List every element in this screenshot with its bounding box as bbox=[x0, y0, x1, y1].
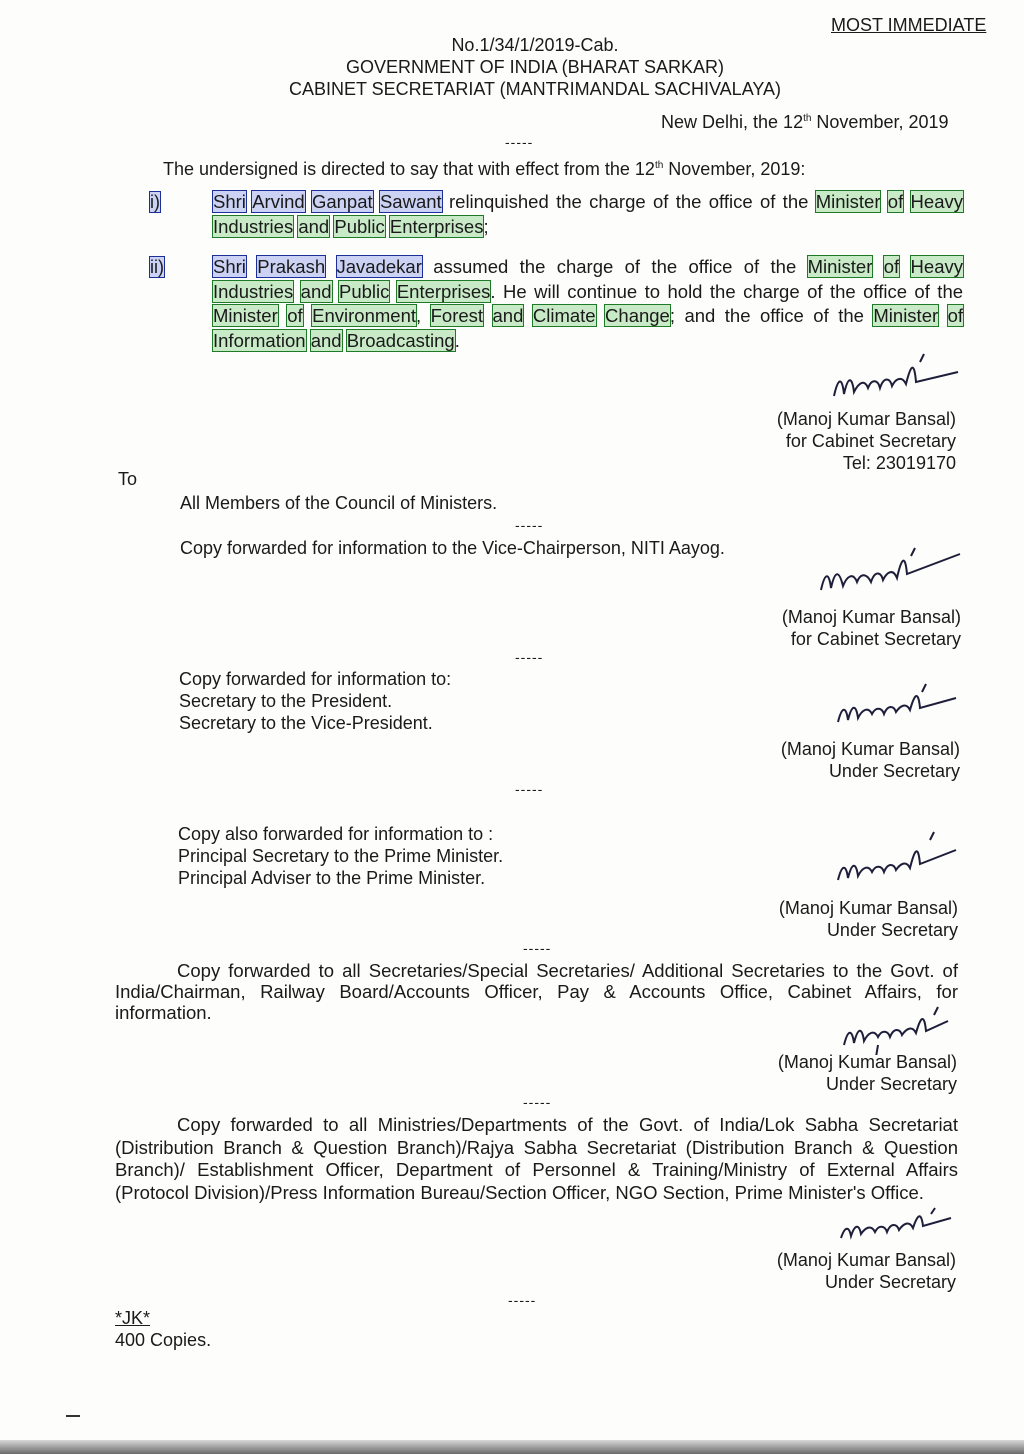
intro-suffix: November, 2019: bbox=[663, 159, 806, 179]
signature-block-5 bbox=[778, 1051, 957, 1095]
signature bbox=[835, 1204, 955, 1248]
portfolio-word: Public bbox=[334, 215, 385, 237]
name-word: Ganpat bbox=[311, 191, 373, 212]
portfolio-word: Industries bbox=[213, 215, 294, 237]
signatory-name: (Manoj Kumar Bansal) bbox=[777, 1052, 957, 1072]
scan-edge bbox=[0, 1440, 1024, 1454]
signatory-role: for Cabinet Secretary bbox=[785, 431, 956, 451]
scan-mark bbox=[66, 1415, 80, 1417]
signatory-role: for Cabinet Secretary bbox=[790, 629, 961, 649]
signatory-name: (Manoj Kumar Bansal) bbox=[780, 739, 960, 759]
date-sup: th bbox=[803, 113, 812, 124]
copy-intro: Copy forwarded for information to: bbox=[179, 669, 452, 689]
initials: *JK* bbox=[115, 1308, 151, 1328]
signatory-role: Under Secretary bbox=[825, 1074, 957, 1094]
name-word: Arvind bbox=[252, 191, 305, 212]
signatory-name: (Manoj Kumar Bansal) bbox=[776, 1250, 956, 1270]
intro-sup: th bbox=[654, 160, 664, 171]
item-text: relinquished the charge of the office of the bbox=[441, 191, 816, 212]
portfolio-word: Change bbox=[605, 305, 670, 326]
portfolio-word: Minister bbox=[213, 305, 278, 326]
intro-text bbox=[163, 159, 805, 180]
separator: ----- bbox=[515, 649, 544, 665]
separator: ----- bbox=[515, 781, 544, 797]
copies-count: 400 Copies. bbox=[115, 1330, 212, 1350]
portfolio-word: Forest bbox=[430, 305, 484, 326]
portfolio-word: Heavy bbox=[910, 191, 963, 212]
signatory-name: (Manoj Kumar Bansal) bbox=[781, 607, 961, 627]
signature-block-6 bbox=[777, 1249, 956, 1293]
portfolio-word: Enterprises bbox=[389, 215, 484, 237]
to-label: To bbox=[118, 469, 138, 489]
portfolio-word: of bbox=[947, 305, 964, 326]
separator: ----- bbox=[515, 517, 544, 533]
separator: ----- bbox=[508, 1292, 537, 1308]
portfolio-word: Environment bbox=[312, 305, 416, 326]
name-word: Sawant bbox=[379, 191, 442, 212]
item-marker: i) bbox=[150, 192, 160, 212]
date-prefix: New Delhi, the 12 bbox=[661, 112, 804, 132]
copy-pm bbox=[178, 823, 503, 889]
portfolio-word: Heavy bbox=[910, 256, 963, 277]
priority-label: MOST IMMEDIATE bbox=[831, 15, 987, 35]
signatory-role: Under Secretary bbox=[824, 1272, 956, 1292]
org-line-1: GOVERNMENT OF INDIA (BHARAT SARKAR) bbox=[345, 57, 725, 77]
separator: ----- bbox=[505, 134, 534, 150]
portfolio-word: Enterprises bbox=[396, 280, 491, 302]
item-marker: ii) bbox=[150, 257, 164, 277]
portfolio-word: of bbox=[883, 256, 900, 277]
name-word: Javadekar bbox=[336, 256, 422, 277]
signature bbox=[832, 680, 962, 730]
to-recipients: All Members of the Council of Ministers. bbox=[180, 493, 498, 513]
issue-date bbox=[661, 112, 949, 133]
signature-block-2 bbox=[782, 606, 961, 650]
portfolio-word: and bbox=[492, 305, 524, 326]
portfolio-word: Information bbox=[213, 329, 306, 351]
portfolio-word: Minister bbox=[807, 256, 873, 277]
signature bbox=[832, 828, 962, 888]
item-2-text bbox=[213, 255, 963, 353]
name-word: Prakash bbox=[257, 256, 326, 277]
separator: ----- bbox=[523, 940, 552, 956]
signature-block-3 bbox=[781, 738, 960, 782]
signatory-tel: Tel: 23019170 bbox=[842, 453, 956, 473]
portfolio-word: and bbox=[298, 215, 330, 237]
portfolio-word: and bbox=[310, 329, 342, 351]
copy-line: Secretary to the Vice-President. bbox=[179, 713, 433, 733]
copy-niti: Copy forwarded for information to the Vice-Chairperson, NITI Aayog. bbox=[180, 538, 725, 558]
signature bbox=[815, 538, 965, 600]
signature-block-4 bbox=[779, 897, 958, 941]
copy-president bbox=[179, 668, 451, 734]
portfolio-word: Broadcasting bbox=[346, 329, 455, 351]
signatory-name: (Manoj Kumar Bansal) bbox=[776, 409, 956, 429]
org-line-2: CABINET SECRETARIAT (MANTRIMANDAL SACHIVALAYA) bbox=[288, 79, 782, 99]
portfolio-word: and bbox=[300, 280, 332, 302]
signature bbox=[838, 1005, 953, 1055]
portfolio-word: of bbox=[287, 305, 303, 326]
portfolio-word: of bbox=[887, 191, 904, 212]
item-1-text bbox=[213, 190, 963, 239]
copy-intro: Copy also forwarded for information to : bbox=[178, 824, 494, 844]
signature-block-1 bbox=[777, 408, 956, 474]
portfolio-word: Climate bbox=[532, 305, 596, 326]
portfolio-word: Public bbox=[339, 280, 390, 302]
copy-line: Secretary to the President. bbox=[179, 691, 393, 711]
signature bbox=[828, 348, 963, 408]
name-word: Shri bbox=[213, 256, 246, 277]
item-end: ; bbox=[483, 215, 489, 237]
item-text: . He will continue to hold the charge of the office of the bbox=[490, 280, 964, 302]
portfolio-word: Minister bbox=[815, 191, 881, 212]
portfolio-word: Industries bbox=[213, 280, 294, 302]
signatory-name: (Manoj Kumar Bansal) bbox=[778, 898, 958, 918]
copy-line: Principal Secretary to the Prime Minister. bbox=[178, 846, 504, 866]
signatory-role: Under Secretary bbox=[826, 920, 958, 940]
copy-line: Principal Adviser to the Prime Minister. bbox=[178, 868, 486, 888]
copy-ministries: Copy forwarded to all Ministries/Departments of the Govt. of India/Lok Sabha Secretariat (Distribution Branch & Question Branch)/Rajya Sabha Secretariat (Distribution Branch & Question Branch)/ Establishment Officer, Department of Personnel & Training/Ministry of External Affairs (Protocol Division)/Press Information Bureau/Section Officer, NGO Section, Prime Minister's Office. bbox=[115, 1114, 958, 1203]
intro-prefix: The undersigned is directed to say that with effect from the 12 bbox=[163, 159, 655, 179]
name-word: Shri bbox=[213, 191, 246, 212]
item-text: ; and the office of the bbox=[669, 305, 874, 326]
file-number: No.1/34/1/2019-Cab. bbox=[451, 35, 619, 55]
portfolio-word: Minister bbox=[873, 305, 939, 326]
date-suffix: November, 2019 bbox=[811, 112, 949, 132]
item-text: assumed the charge of the office of the bbox=[421, 256, 808, 277]
item-end: . bbox=[454, 329, 460, 351]
signatory-role: Under Secretary bbox=[828, 761, 960, 781]
copy-secretaries: Copy forwarded to all Secretaries/Special Secretaries/ Additional Secretaries to the Govt. of India/Chairman, Railway Board/Accounts Officer, Pay & Accounts Office, Cabinet Affairs, for information. bbox=[115, 960, 958, 1023]
item-comma: , bbox=[416, 305, 431, 326]
separator: ----- bbox=[523, 1094, 552, 1110]
